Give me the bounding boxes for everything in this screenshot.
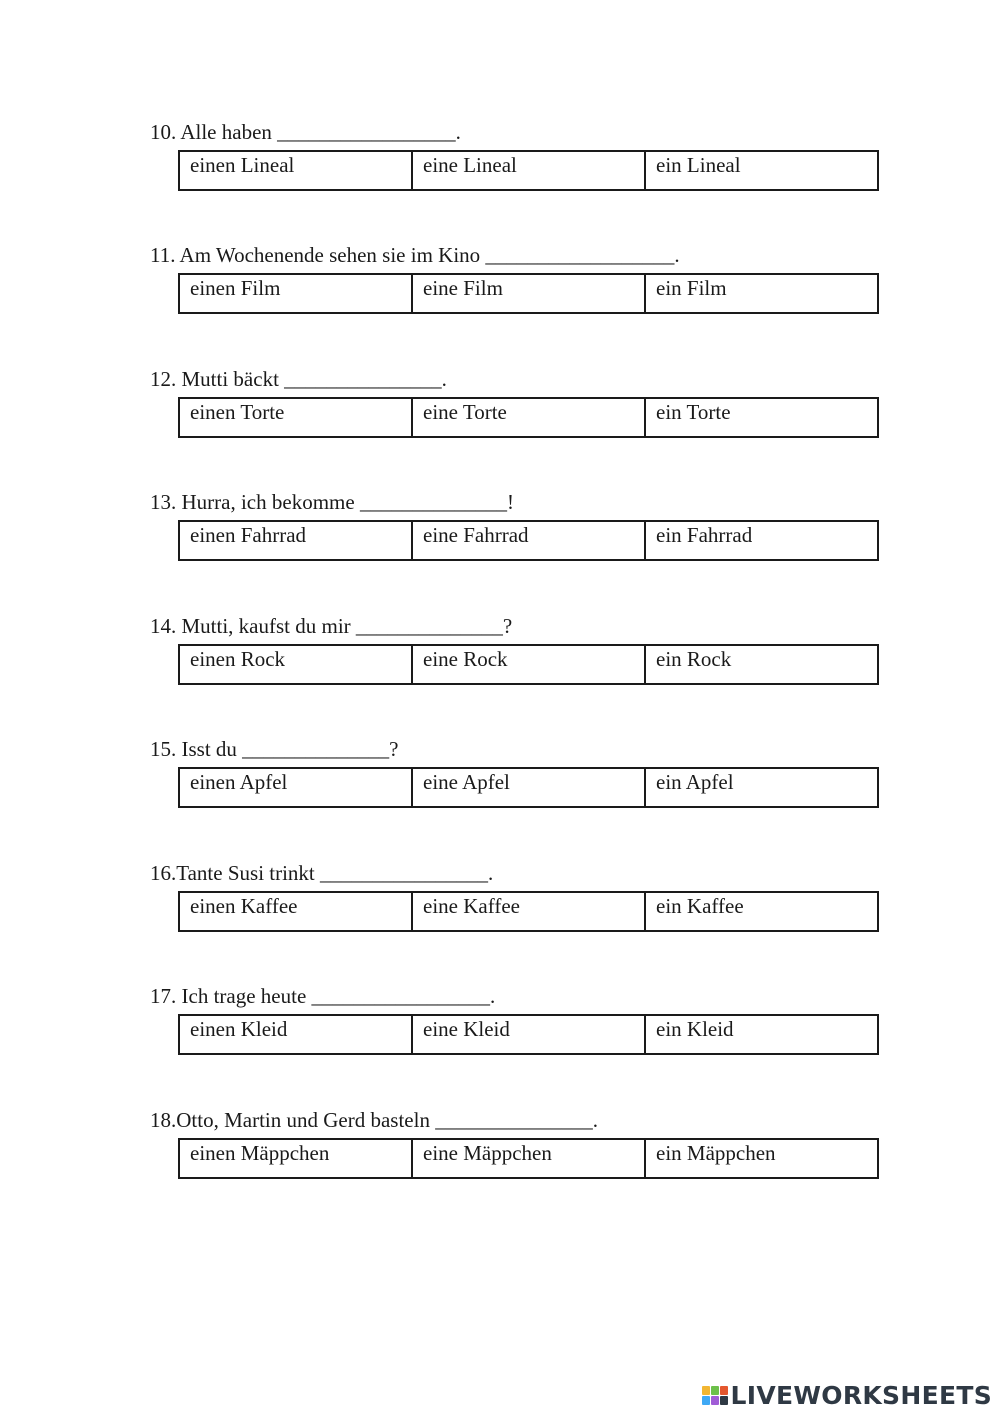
question-12 xyxy=(150,367,890,424)
logo-blocks-icon xyxy=(702,1386,728,1405)
option-ein[interactable]: ein Lineal xyxy=(644,152,877,189)
answer-options xyxy=(178,767,879,808)
option-einen[interactable]: einen Film xyxy=(190,276,281,300)
question-prompt: 18.Otto, Martin und Gerd basteln _______________. xyxy=(150,1108,598,1132)
option-ein[interactable]: ein Kaffee xyxy=(644,893,877,930)
option-ein[interactable]: ein Apfel xyxy=(644,769,877,806)
option-eine[interactable]: eine Lineal xyxy=(411,152,644,189)
option-eine[interactable]: eine Film xyxy=(411,275,644,312)
option-eine[interactable]: eine Rock xyxy=(411,646,644,683)
question-15 xyxy=(150,737,890,794)
question-prompt: 17. Ich trage heute _________________. xyxy=(150,984,496,1008)
answer-options xyxy=(178,150,879,191)
logo-block xyxy=(711,1386,719,1395)
question-11 xyxy=(150,243,890,300)
logo-block xyxy=(702,1396,710,1405)
answer-options xyxy=(178,273,879,314)
question-prompt: 14. Mutti, kaufst du mir ______________? xyxy=(150,614,513,638)
option-einen[interactable]: einen Lineal xyxy=(190,153,295,177)
option-ein[interactable]: ein Kleid xyxy=(644,1016,877,1053)
answer-options xyxy=(178,397,879,438)
option-einen[interactable]: einen Torte xyxy=(190,400,285,424)
option-einen[interactable]: einen Rock xyxy=(190,647,286,671)
question-18 xyxy=(150,1108,890,1165)
option-eine[interactable]: eine Kleid xyxy=(411,1016,644,1053)
logo-text: LIVEWORKSHEETS xyxy=(730,1380,992,1410)
logo-block xyxy=(711,1396,719,1405)
answer-options xyxy=(178,644,879,685)
logo-block xyxy=(720,1396,728,1405)
question-13 xyxy=(150,490,890,547)
answer-options xyxy=(178,891,879,932)
option-ein[interactable]: ein Fahrrad xyxy=(644,522,877,559)
question-14 xyxy=(150,614,890,671)
question-17 xyxy=(150,984,890,1041)
option-eine[interactable]: eine Mäppchen xyxy=(411,1140,644,1177)
option-ein[interactable]: ein Mäppchen xyxy=(644,1140,877,1177)
logo-block xyxy=(720,1386,728,1395)
question-prompt: 10. Alle haben _________________. xyxy=(150,120,461,144)
answer-options xyxy=(178,1138,879,1179)
liveworksheets-logo[interactable] xyxy=(702,1380,992,1410)
option-eine[interactable]: eine Fahrrad xyxy=(411,522,644,559)
logo-block xyxy=(702,1386,710,1395)
option-einen[interactable]: einen Fahrrad xyxy=(190,523,307,547)
question-prompt: 12. Mutti bäckt _______________. xyxy=(150,367,447,391)
question-prompt: 13. Hurra, ich bekomme ______________! xyxy=(150,490,514,514)
option-einen[interactable]: einen Kaffee xyxy=(190,894,298,918)
option-eine[interactable]: eine Apfel xyxy=(411,769,644,806)
answer-options xyxy=(178,520,879,561)
question-10 xyxy=(150,120,890,177)
option-einen[interactable]: einen Apfel xyxy=(190,770,288,794)
option-eine[interactable]: eine Kaffee xyxy=(411,893,644,930)
question-prompt: 16.Tante Susi trinkt ________________. xyxy=(150,861,494,885)
option-einen[interactable]: einen Mäppchen xyxy=(190,1141,330,1165)
question-prompt: 11. Am Wochenende sehen sie im Kino __________________. xyxy=(150,243,680,267)
question-16 xyxy=(150,861,890,918)
answer-options xyxy=(178,1014,879,1055)
option-ein[interactable]: ein Rock xyxy=(644,646,877,683)
option-eine[interactable]: eine Torte xyxy=(411,399,644,436)
option-einen[interactable]: einen Kleid xyxy=(190,1017,288,1041)
question-prompt: 15. Isst du ______________? xyxy=(150,737,399,761)
option-ein[interactable]: ein Torte xyxy=(644,399,877,436)
option-ein[interactable]: ein Film xyxy=(644,275,877,312)
